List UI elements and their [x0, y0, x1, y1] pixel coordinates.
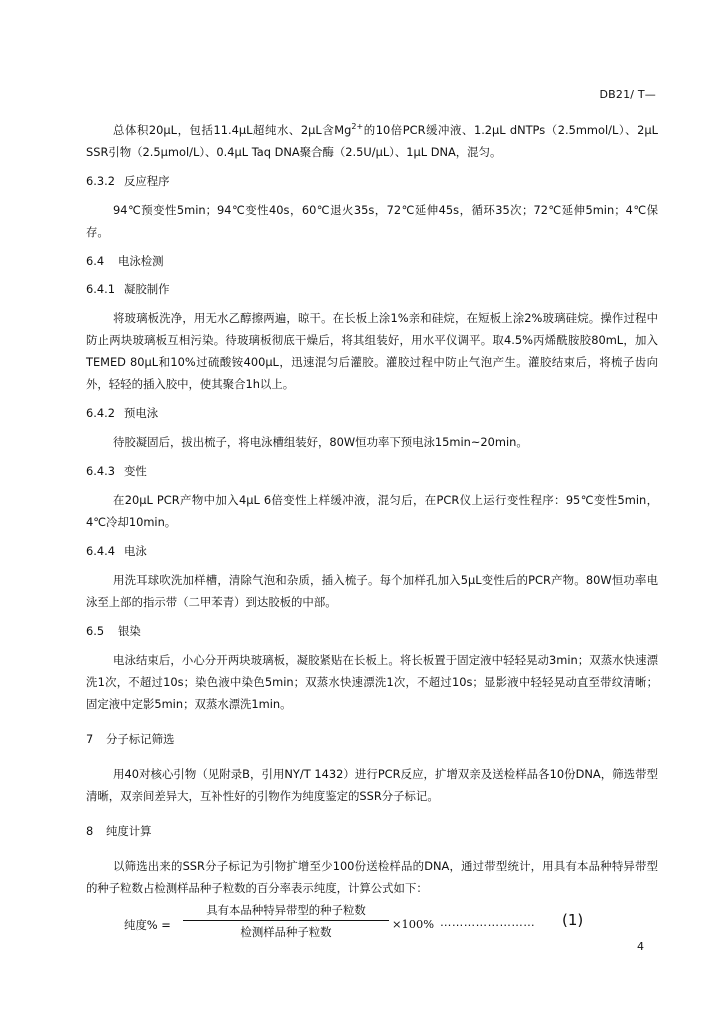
section-heading	[86, 729, 658, 749]
section-heading	[86, 621, 658, 641]
section-number: 6.4.3	[86, 464, 115, 478]
paragraph-purity-calc: 以筛选出来的SSR分子标记为引物扩增至少100份送检样品的DNA，通过带型统计，用具有本品种特异带型的种子粒数占检测样品种子粒数的百分率表示纯度，计算公式如下：	[86, 859, 658, 895]
section-heading	[86, 821, 658, 841]
paragraph-program: 94℃预变性5min；94℃变性40s，60℃退火35s，72℃延伸45s，循环35次；72℃延伸5min；4℃保存。	[86, 203, 658, 239]
section-number: 6.4.1	[86, 282, 115, 296]
paragraph-pre-electrophoresis: 待胶凝固后，拔出梳子，将电泳槽组装好，80W恒功率下预电泳15min~20min。	[113, 435, 528, 449]
formula-numerator: 具有本品种特异带型的种子粒数	[206, 903, 366, 917]
section-heading	[86, 251, 658, 271]
purity-formula	[86, 901, 658, 957]
section-number: 6.4.2	[86, 406, 115, 420]
paragraph-gel: 将玻璃板洗净，用无水乙醇擦两遍，晾干。在长板上涂1%亲和硅烷，在短板上涂2%玻璃硅烷。操作过程中防止两块玻璃板互相污染。待玻璃板彻底干燥后，将其组装好，用水平仪调平。取4.5%丙烯酰胺胶80mL，加入TEMED 80μL和10%过硫酸铵400μL，迅速混匀后灌胶。灌胶过程中防止气泡产生。灌胶结束后，将梳子齿向外，轻轻的插入胶中，使其聚合1h以上。	[86, 311, 658, 391]
section-title: 变性	[124, 464, 147, 478]
section-number: 7	[86, 732, 94, 746]
section-number: 6.3.2	[86, 174, 115, 188]
section-title: 凝胶制作	[124, 282, 170, 296]
paragraph-denaturation: 在20μL PCR产物中加入4μL 6倍变性上样缓冲液，混匀后，在PCR仪上运行变性程序：95℃变性5min，4℃冷却10min。	[86, 493, 658, 529]
superscript: 2+	[351, 122, 364, 132]
section-title: 电泳检测	[118, 254, 164, 268]
section-title: 纯度计算	[106, 824, 152, 838]
equation-number: (1)	[562, 911, 584, 929]
formula-leader-dots: ……………………	[440, 915, 536, 929]
text: 的10倍PCR缓冲液、1.2μL dNTPs（2.5mmol/L）、2μL SSR引物（2.5μmol/L）、0.4μL Taq DNA聚合酶（2.5U/μL）、1μL DNA，混匀。	[86, 123, 658, 159]
page-number: 4	[637, 940, 644, 953]
section-heading	[86, 403, 658, 423]
section-heading	[86, 541, 658, 561]
section-title: 分子标记筛选	[106, 732, 175, 746]
section-number: 6.4	[86, 254, 105, 268]
fraction-bar	[183, 920, 389, 921]
section-heading	[86, 279, 658, 299]
formula-multiplier: ×100%	[392, 917, 435, 931]
section-title: 反应程序	[124, 174, 170, 188]
document-body	[86, 119, 658, 957]
section-title: 预电泳	[124, 406, 159, 420]
paragraph-silver-stain: 电泳结束后，小心分开两块玻璃板，凝胶紧贴在长板上。将长板置于固定液中轻轻晃动3min；双蒸水快速漂洗1次，不超过10s；染色液中染色5min；双蒸水快速漂洗1次，不超过10s；显影液中轻轻晃动直至带纹清晰；固定液中定影5min；双蒸水漂洗1min。	[86, 653, 658, 711]
section-number: 6.5	[86, 624, 105, 638]
text: 总体积20μL，包括11.4μL超纯水、2μL含Mg	[113, 123, 352, 137]
section-number: 6.4.4	[86, 544, 115, 558]
header-code: DB21/ T—	[599, 88, 656, 101]
section-heading	[86, 171, 658, 191]
paragraph-electrophoresis: 用洗耳球吹洗加样槽，清除气泡和杂质，插入梳子。每个加样孔加入5μL变性后的PCR产物。80W恒功率电泳至上部的指示带（二甲苯青）到达胶板的中部。	[86, 573, 658, 609]
section-title: 电泳	[124, 544, 147, 558]
paragraph-reaction-mix	[86, 119, 658, 163]
formula-denominator: 检测样品种子粒数	[240, 925, 332, 939]
section-title: 银染	[118, 624, 141, 638]
formula-lhs: 纯度% =	[124, 918, 171, 932]
section-heading	[86, 461, 658, 481]
section-number: 8	[86, 824, 94, 838]
formula-fraction	[183, 901, 389, 941]
paragraph-marker-screening: 用40对核心引物（见附录B，引用NY/T 1432）进行PCR反应，扩增双亲及送检样品各10份DNA，筛选带型清晰，双亲间差异大，互补性好的引物作为纯度鉴定的SSR分子标记。	[86, 767, 658, 803]
